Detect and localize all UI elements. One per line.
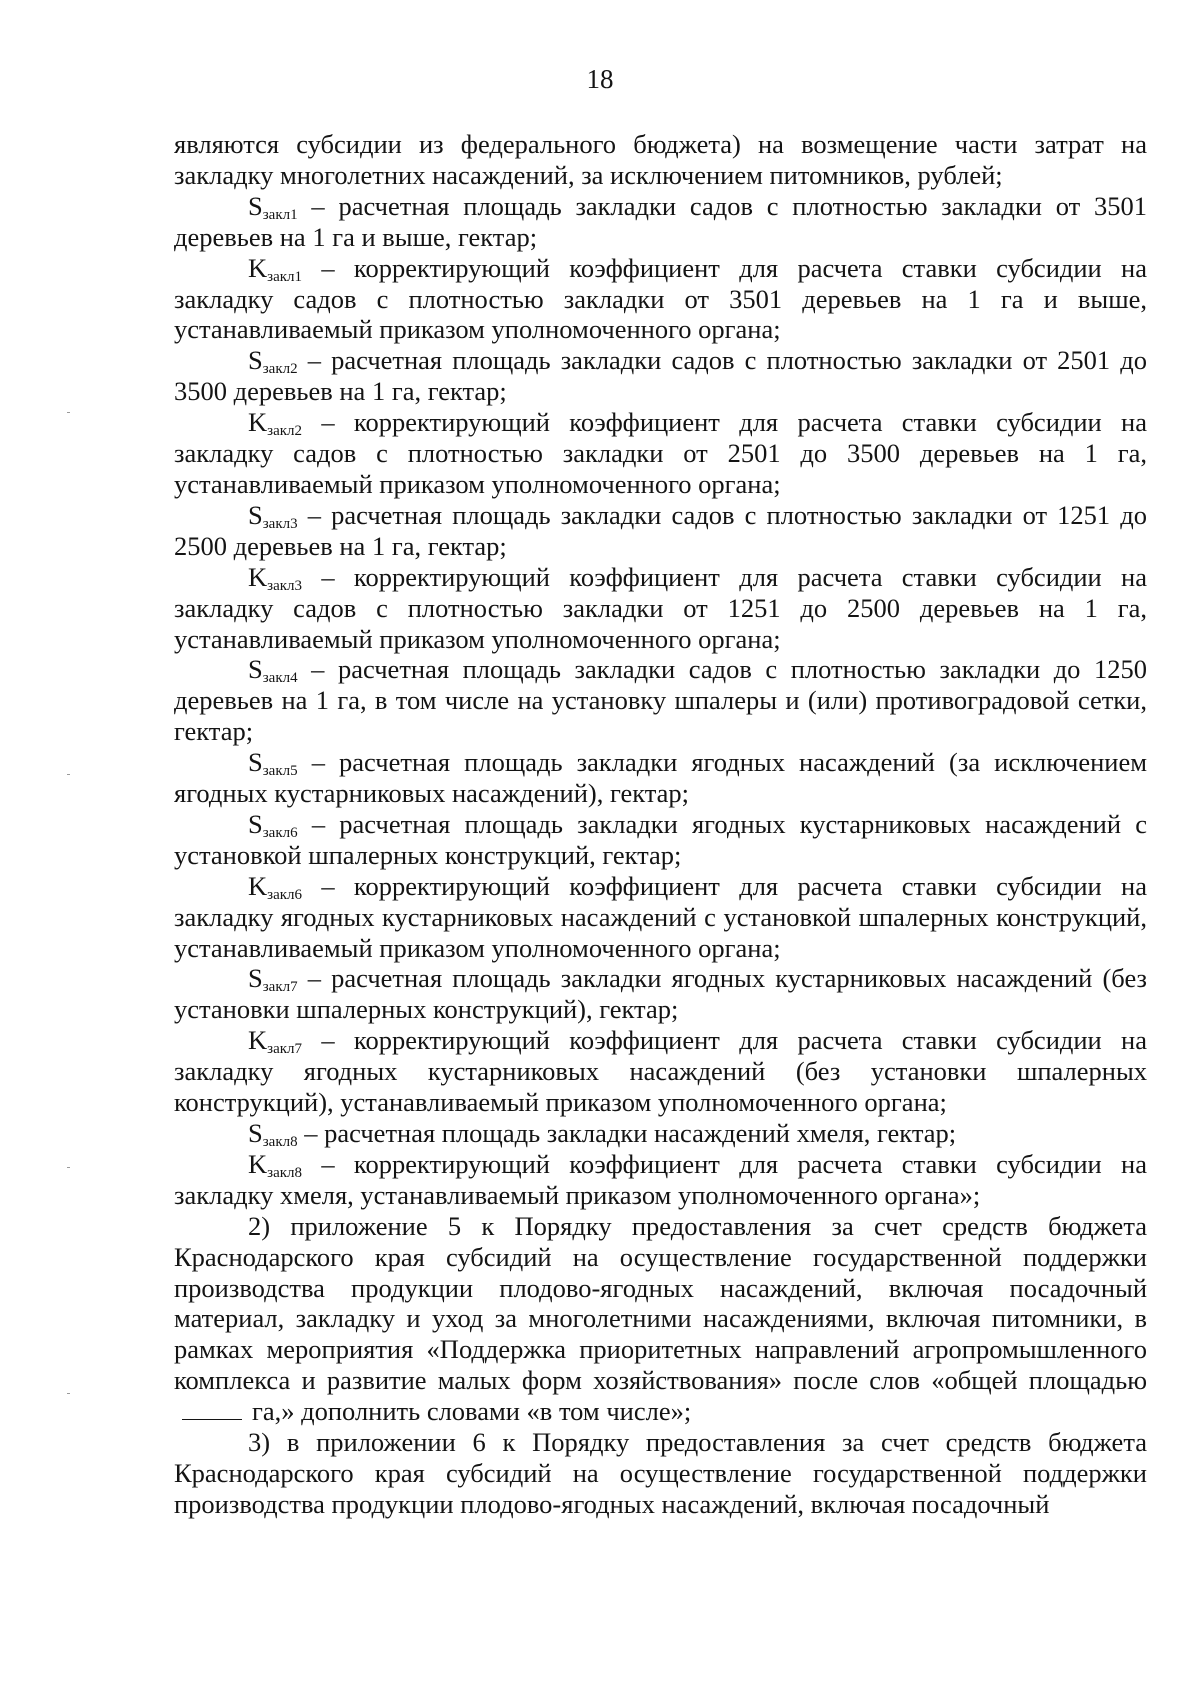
definition-text: – расчетная площадь закладки ягодных кустарниковых насаждений (без установки шпалерных конструкций), гектар;	[174, 963, 1147, 1025]
definition-text: – расчетная площадь закладки ягодных кустарниковых насаждений с установкой шпалерных конструкций, гектар;	[174, 808, 1147, 870]
amendment-text-continued: га,» дополнить словами «в том числе»;	[252, 1396, 692, 1427]
definition-text: – расчетная площадь закладки садов с плотностью закладки от 3501 деревьев на 1 га и выше, гектар;	[174, 190, 1147, 252]
paragraph-continuation	[174, 129, 1147, 191]
symbol: S	[248, 1118, 263, 1148]
definition-text: – расчетная площадь закладки насаждений хмеля, гектар;	[297, 1118, 957, 1148]
definition-k-zakl6	[174, 871, 1147, 964]
symbol-subscript: закл2	[267, 423, 302, 440]
symbol-subscript: закл8	[267, 1164, 302, 1181]
symbol: S	[248, 345, 263, 376]
amendment-text: 2) приложение 5 к Порядку предоставления за счет средств бюджета Краснодарского края субсидий на осуществление государственной поддержки производства продукции плодово-ягодных насаждений, включая посадочный материал, закладку и уход за многолетними насаждениями, включая питомники, в рамках мероприятия «Поддержка приоритетных направлений агропромышленного комплекса и развитие малых форм хозяйствования» после слов «общей площадью	[174, 1210, 1147, 1396]
symbol-subscript: закл5	[262, 763, 298, 780]
definition-text: – расчетная площадь закладки ягодных насаждений (за исключением ягодных кустарниковых насаждений), гектар;	[174, 747, 1147, 809]
paragraph-text: являются субсидии из федерального бюджета) на возмещение части затрат на закладку многолетних насаждений, за исключением питомников, рублей;	[174, 129, 1147, 190]
blank-field-line	[182, 1397, 242, 1420]
symbol: K	[248, 1025, 268, 1056]
amendment-text: 3) в приложении 6 к Порядку предоставления за счет средств бюджета Краснодарского края субсидий на осуществление государственной поддержки производства продукции плодово-ягодных насаждений, включая посадочный	[174, 1427, 1147, 1519]
definition-s-zakl3	[174, 500, 1147, 562]
definition-text: – расчетная площадь закладки садов с плотностью закладки от 1251 до 2500 деревьев на 1 га, гектар;	[174, 499, 1147, 561]
symbol-subscript: закл2	[262, 361, 298, 378]
symbol: S	[248, 963, 263, 994]
symbol: K	[248, 252, 268, 283]
symbol-subscript: закл1	[267, 268, 302, 285]
definition-text: – корректирующий коэффициент для расчета ставки субсидии на закладку ягодных кустарниковых насаждений с установкой шпалерных конструкций, устанавливаемый приказом уполномоченного органа;	[174, 870, 1147, 963]
scan-margin-mark	[67, 774, 70, 775]
symbol-subscript: закл8	[262, 1134, 298, 1150]
scan-margin-mark	[67, 1393, 70, 1394]
symbol: S	[248, 190, 263, 221]
scan-margin-mark	[67, 1167, 70, 1168]
definition-k-zakl1	[174, 253, 1147, 346]
definition-s-zakl6	[174, 809, 1147, 871]
amendment-item-2	[174, 1211, 1147, 1427]
symbol-subscript: закл7	[267, 1041, 302, 1058]
definition-s-zakl8	[174, 1118, 1147, 1149]
page-number: 18	[586, 64, 614, 94]
symbol: K	[248, 870, 268, 901]
symbol-subscript: закл3	[267, 577, 302, 594]
definition-s-zakl5	[174, 747, 1147, 809]
definition-k-zakl7	[174, 1025, 1147, 1118]
symbol-subscript: закл6	[262, 824, 298, 841]
definition-text: – корректирующий коэффициент для расчета ставки субсидии на закладку садов с плотностью закладки от 1251 до 2500 деревьев на 1 га, устанавливаемый приказом уполномоченного органа;	[174, 561, 1147, 654]
definition-s-zakl7	[174, 963, 1147, 1025]
symbol: S	[248, 808, 263, 839]
symbol: S	[248, 654, 263, 685]
definition-text: – корректирующий коэффициент для расчета ставки субсидии на закладку садов с плотностью закладки от 3501 деревьев на 1 га и выше, устанавливаемый приказом уполномоченного органа;	[174, 252, 1147, 345]
scan-margin-mark	[67, 412, 70, 413]
definition-text: – расчетная площадь закладки садов с плотностью закладки от 2501 до 3500 деревьев на 1 га, гектар;	[174, 345, 1147, 407]
definition-k-zakl8	[174, 1149, 1147, 1211]
definition-s-zakl4	[174, 654, 1147, 747]
amendment-item-3	[174, 1427, 1147, 1520]
symbol-subscript: закл1	[262, 206, 298, 223]
symbol: S	[248, 499, 263, 530]
definition-k-zakl2	[174, 407, 1147, 500]
symbol-subscript: закл3	[262, 515, 298, 532]
definition-text: – корректирующий коэффициент для расчета ставки субсидии на закладку ягодных кустарниковых насаждений (без установки шпалерных конструкций), устанавливаемый приказом уполномоченного органа;	[174, 1025, 1147, 1118]
symbol: K	[248, 407, 268, 438]
definition-s-zakl1	[174, 191, 1147, 253]
symbol-subscript: закл6	[267, 886, 302, 903]
symbol-subscript: закл7	[262, 979, 298, 996]
definition-text: – корректирующий коэффициент для расчета ставки субсидии на закладку хмеля, устанавливаемый приказом уполномоченного органа»;	[174, 1148, 1147, 1210]
symbol: K	[248, 561, 268, 592]
definition-s-zakl2	[174, 345, 1147, 407]
symbol: S	[248, 747, 263, 778]
definition-text: – корректирующий коэффициент для расчета ставки субсидии на закладку садов с плотностью закладки от 2501 до 3500 деревьев на 1 га, устанавливаемый приказом уполномоченного органа;	[174, 407, 1147, 499]
document-body	[174, 129, 1147, 1520]
symbol-subscript: закл4	[262, 670, 298, 687]
symbol: K	[248, 1148, 268, 1179]
definition-k-zakl3	[174, 562, 1147, 655]
definition-text: – расчетная площадь закладки садов с плотностью закладки до 1250 деревьев на 1 га, в том числе на установку шпалеры и (или) противоградовой сетки, гектар;	[174, 654, 1147, 747]
